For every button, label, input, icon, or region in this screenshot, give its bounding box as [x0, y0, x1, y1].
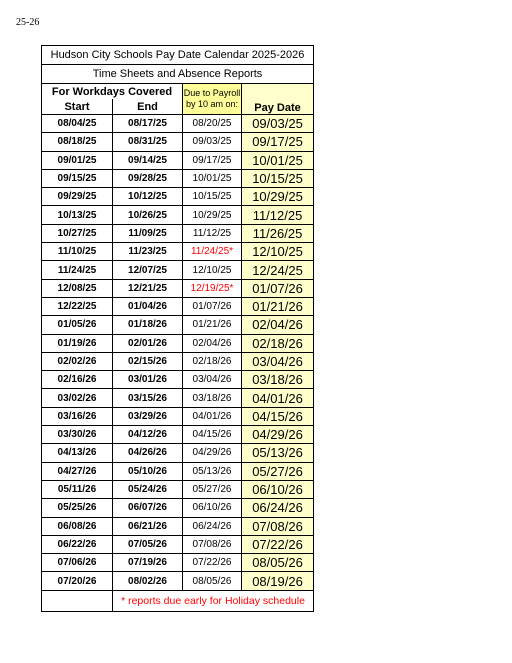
title-row — [42, 46, 314, 65]
pay-date-cell: 08/05/26 — [242, 554, 314, 572]
end-date-cell: 10/12/25 — [113, 188, 183, 206]
due-date-cell: 06/24/26 — [183, 517, 242, 535]
pay-date-cell: 04/29/26 — [242, 426, 314, 444]
start-date-cell: 06/22/26 — [42, 535, 113, 553]
table-row — [42, 188, 314, 206]
pay-date-cell: 06/10/26 — [242, 480, 314, 498]
due-date-cell: 03/04/26 — [183, 371, 242, 389]
table-row — [42, 133, 314, 151]
start-date-cell: 02/16/26 — [42, 371, 113, 389]
end-date-cell: 06/21/26 — [113, 517, 183, 535]
calendar-title: Hudson City Schools Pay Date Calendar 2025-2026 — [42, 46, 314, 65]
end-date-cell: 12/21/25 — [113, 279, 183, 297]
due-date-cell: 07/22/26 — [183, 554, 242, 572]
workdays-covered-header: For Workdays Covered — [42, 84, 183, 100]
table-row — [42, 297, 314, 315]
due-date-cell: 06/10/26 — [183, 499, 242, 517]
pay-date-cell: 10/29/25 — [242, 188, 314, 206]
table-row — [42, 243, 314, 261]
end-date-cell: 11/09/25 — [113, 224, 183, 242]
due-header-line-1: Due to Payroll — [183, 88, 241, 98]
pay-date-cell: 11/12/25 — [242, 206, 314, 224]
start-date-cell: 03/30/26 — [42, 426, 113, 444]
start-header: Start — [42, 99, 113, 115]
footnote-empty-cell — [42, 590, 113, 611]
page-label: 25-26 — [16, 17, 40, 28]
pay-date-cell: 01/21/26 — [242, 297, 314, 315]
end-date-cell: 03/29/26 — [113, 407, 183, 425]
end-date-cell: 06/07/26 — [113, 499, 183, 517]
header-row-1 — [42, 84, 314, 100]
due-date-cell: 12/10/25 — [183, 261, 242, 279]
end-date-cell: 08/31/25 — [113, 133, 183, 151]
due-date-cell: 02/18/26 — [183, 352, 242, 370]
table-row — [42, 499, 314, 517]
due-date-cell: 01/07/26 — [183, 297, 242, 315]
pay-date-cell: 08/19/26 — [242, 572, 314, 590]
pay-date-cell: 04/01/26 — [242, 389, 314, 407]
table-row — [42, 151, 314, 169]
due-date-cell: 11/24/25* — [183, 243, 242, 261]
end-date-cell: 05/10/26 — [113, 462, 183, 480]
start-date-cell: 11/10/25 — [42, 243, 113, 261]
pay-date-cell: 03/18/26 — [242, 371, 314, 389]
table-row — [42, 535, 314, 553]
due-date-cell: 05/13/26 — [183, 462, 242, 480]
end-date-cell: 03/15/26 — [113, 389, 183, 407]
start-date-cell: 08/04/25 — [42, 115, 113, 133]
end-date-cell: 07/19/26 — [113, 554, 183, 572]
due-date-cell: 05/27/26 — [183, 480, 242, 498]
start-date-cell: 08/18/25 — [42, 133, 113, 151]
pay-date-cell: 09/03/25 — [242, 115, 314, 133]
table-row — [42, 517, 314, 535]
pay-date-cell: 11/26/25 — [242, 224, 314, 242]
due-date-cell: 08/20/25 — [183, 115, 242, 133]
due-date-cell: 04/29/26 — [183, 444, 242, 462]
end-date-cell: 02/01/26 — [113, 334, 183, 352]
end-date-cell: 07/05/26 — [113, 535, 183, 553]
table-row — [42, 169, 314, 187]
start-date-cell: 07/20/26 — [42, 572, 113, 590]
start-date-cell: 05/11/26 — [42, 480, 113, 498]
start-date-cell: 10/13/25 — [42, 206, 113, 224]
end-date-cell: 11/23/25 — [113, 243, 183, 261]
end-date-cell: 02/15/26 — [113, 352, 183, 370]
start-date-cell: 06/08/26 — [42, 517, 113, 535]
table-row — [42, 572, 314, 590]
end-header: End — [113, 99, 183, 115]
due-date-cell: 02/04/26 — [183, 334, 242, 352]
table-row — [42, 426, 314, 444]
table-row — [42, 206, 314, 224]
start-date-cell: 10/27/25 — [42, 224, 113, 242]
table-row — [42, 115, 314, 133]
pay-date-cell: 07/22/26 — [242, 535, 314, 553]
start-date-cell: 09/01/25 — [42, 151, 113, 169]
pay-date-cell: 09/17/25 — [242, 133, 314, 151]
end-date-cell: 03/01/26 — [113, 371, 183, 389]
due-to-payroll-header — [183, 84, 242, 115]
end-date-cell: 09/14/25 — [113, 151, 183, 169]
table-row — [42, 261, 314, 279]
pay-date-header: Pay Date — [242, 84, 314, 115]
pay-date-cell: 12/10/25 — [242, 243, 314, 261]
pay-date-cell: 02/18/26 — [242, 334, 314, 352]
pay-date-cell: 05/13/26 — [242, 444, 314, 462]
end-date-cell: 08/02/26 — [113, 572, 183, 590]
start-date-cell: 03/16/26 — [42, 407, 113, 425]
due-date-cell: 07/08/26 — [183, 535, 242, 553]
pay-date-cell: 05/27/26 — [242, 462, 314, 480]
table-row — [42, 407, 314, 425]
pay-date-cell: 10/01/25 — [242, 151, 314, 169]
due-date-cell: 04/01/26 — [183, 407, 242, 425]
start-date-cell: 12/22/25 — [42, 297, 113, 315]
table-row — [42, 554, 314, 572]
pay-date-cell: 04/15/26 — [242, 407, 314, 425]
table-row — [42, 444, 314, 462]
start-date-cell: 12/08/25 — [42, 279, 113, 297]
start-date-cell: 07/06/26 — [42, 554, 113, 572]
start-date-cell: 05/25/26 — [42, 499, 113, 517]
footnote-row — [42, 590, 314, 611]
table-row — [42, 334, 314, 352]
due-date-cell: 01/21/26 — [183, 316, 242, 334]
pay-date-cell: 07/08/26 — [242, 517, 314, 535]
table-row — [42, 371, 314, 389]
table-row — [42, 224, 314, 242]
table-row — [42, 389, 314, 407]
pay-date-cell: 03/04/26 — [242, 352, 314, 370]
due-date-cell: 03/18/26 — [183, 389, 242, 407]
holiday-footnote: * reports due early for Holiday schedule — [113, 590, 314, 611]
end-date-cell: 10/26/25 — [113, 206, 183, 224]
calendar-subtitle: Time Sheets and Absence Reports — [42, 65, 314, 84]
start-date-cell: 02/02/26 — [42, 352, 113, 370]
end-date-cell: 04/12/26 — [113, 426, 183, 444]
start-date-cell: 09/29/25 — [42, 188, 113, 206]
table-row — [42, 352, 314, 370]
due-date-cell: 10/29/25 — [183, 206, 242, 224]
start-date-cell: 03/02/26 — [42, 389, 113, 407]
due-date-cell: 11/12/25 — [183, 224, 242, 242]
due-header-line-2: by 10 am on: — [185, 99, 239, 109]
end-date-cell: 05/24/26 — [113, 480, 183, 498]
start-date-cell: 11/24/25 — [42, 261, 113, 279]
pay-date-cell: 02/04/26 — [242, 316, 314, 334]
pay-date-cell: 01/07/26 — [242, 279, 314, 297]
due-date-cell: 12/19/25* — [183, 279, 242, 297]
subtitle-row — [42, 65, 314, 84]
due-date-cell: 04/15/26 — [183, 426, 242, 444]
due-date-cell: 10/15/25 — [183, 188, 242, 206]
due-date-cell: 09/17/25 — [183, 151, 242, 169]
end-date-cell: 09/28/25 — [113, 169, 183, 187]
table-row — [42, 480, 314, 498]
pay-date-cell: 10/15/25 — [242, 169, 314, 187]
due-date-cell: 10/01/25 — [183, 169, 242, 187]
start-date-cell: 01/19/26 — [42, 334, 113, 352]
start-date-cell: 04/13/26 — [42, 444, 113, 462]
end-date-cell: 01/18/26 — [113, 316, 183, 334]
table-row — [42, 279, 314, 297]
due-date-cell: 09/03/25 — [183, 133, 242, 151]
pay-date-cell: 12/24/25 — [242, 261, 314, 279]
end-date-cell: 08/17/25 — [113, 115, 183, 133]
table-row — [42, 462, 314, 480]
pay-date-calendar-table — [41, 45, 314, 612]
start-date-cell: 01/05/26 — [42, 316, 113, 334]
pay-date-cell: 06/24/26 — [242, 499, 314, 517]
end-date-cell: 12/07/25 — [113, 261, 183, 279]
start-date-cell: 09/15/25 — [42, 169, 113, 187]
start-date-cell: 04/27/26 — [42, 462, 113, 480]
table-row — [42, 316, 314, 334]
end-date-cell: 01/04/26 — [113, 297, 183, 315]
due-date-cell: 08/05/26 — [183, 572, 242, 590]
end-date-cell: 04/26/26 — [113, 444, 183, 462]
